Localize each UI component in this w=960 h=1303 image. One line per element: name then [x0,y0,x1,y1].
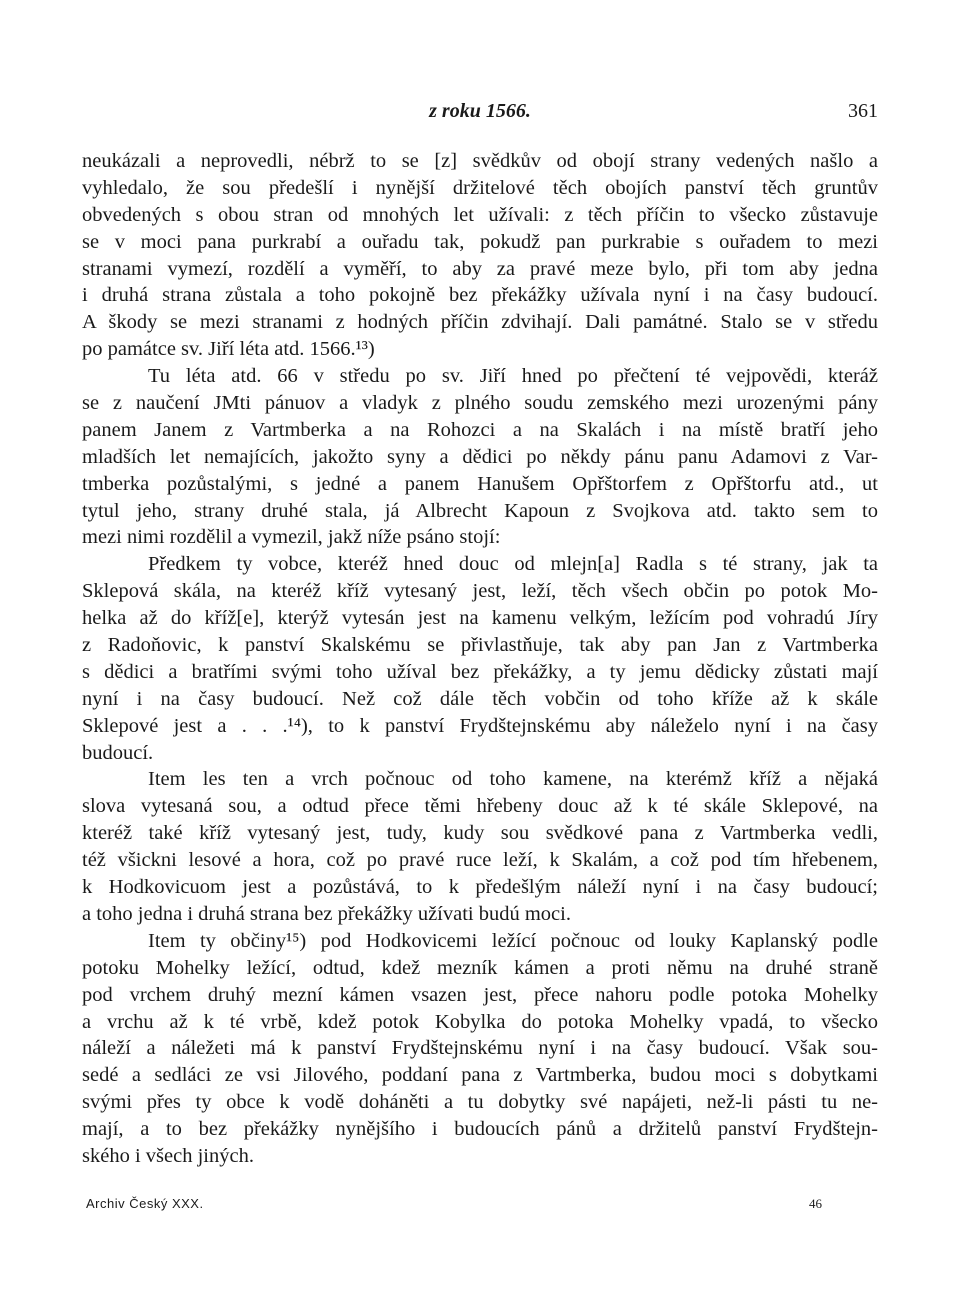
text-line: A škody se mezi stranami z hodných příčin zdvihají. Dali památné. Stalo se v středu [82,311,878,334]
text-line: sedé a sedláci ze vsi Jilového, poddaní pana z Vartmberka, budou moci s dobytkami [82,1064,878,1087]
text-line: tytul jeho, strany druhé stala, já Albrecht Kapoun z Svojkova atd. takto sem to [82,499,878,522]
signature-mark: Archiv Český XXX. [86,1196,204,1211]
text-line: slova vytesaná sou, a odtud přece těmi hřebeny douc až k té skále Sklepové, na [82,795,878,818]
text-line: potoku Mohelky ležící, odtud, kdež mezník kámen a proti němu na druhé straně [82,956,878,979]
text-line: mezi nimi rozdělil a vymezil, jakž níže psáno stojí: [82,526,501,549]
text-line: nyní i na časy budoucí. Než což dále těch vobčin od toho kříže až k skále [82,687,878,710]
text-line: Sklepové jest a . . .¹⁴), to k panství Frydštejnskému aby náleželo nyní i na časy [82,714,878,737]
text-line: Tu léta atd. 66 v středu po sv. Jiří hned po přečtení té vejpovědi, kteráž [148,365,878,388]
text-line: helka až do kříž[e], kterýž vytesán jest na kamenu velkým, ležícím pod vohradú Jíry [82,607,878,630]
text-line: kteréž také kříž vytesaný jest, tudy, kudy sou svědkové pana z Vartmberka vedli, [82,822,878,845]
text-line: z Radoňovic, k panství Skalskému se přivlastňuje, tak aby pan Jan z Vartmberka [82,634,878,657]
text-line: i druhá strana zůstala a toho pokojně bez překážky užívala nyní i na časy budoucí. [82,284,878,307]
running-head [82,100,878,128]
text-line: se v moci pana purkrabí a ouřadu tak, pokudž pan purkrabie s ouřadem to mezi [82,230,878,253]
text-line: obvedených s obou stran od mnohých let užívali: z těch příčin to všecko zůstavuje [82,203,878,226]
text-line: mladších let nemajících, jakožto syny a dědici po někdy pánu panu Adamovi z Var- [82,445,878,468]
text-line: tmberka pozůstalými, s jedné a panem Hanušem Opřštorfem z Opřštorfu atd., ut [82,472,878,495]
text-line: pod vrchem druhý mezní kámen vsazen jest, přece nahoru podle potoka Mohelky [82,983,878,1006]
text-line: po památce sv. Jiří léta atd. 1566.¹³) [82,338,375,361]
text-line: Předkem ty vobce, kteréž hned douc od mlejn[a] Radla s té strany, jak ta [148,553,878,576]
text-line: k Hodkovicuom jest a pozůstává, to k předešlým náleží nyní i na časy budoucí; [82,876,878,899]
text-line: svými přes ty obce k vodě doháněti a tu dobytky své napájeti, než-li pásti tu ne- [82,1091,878,1114]
text-line: též všickni lesové a hora, což po pravé ruce leží, k Skalám, a což pod tím hřebenem, [82,849,878,872]
text-line: panem Janem z Vartmberka a na Rohozci a na Skalách i na místě bratří jeho [82,418,878,441]
body-text [82,148,878,1170]
text-line: mají, a to bez překážky nynějšího i budoucích pánů a držitelů panství Frydštejn- [82,1118,878,1141]
running-title: z roku 1566. [429,100,531,122]
text-line: Sklepová skála, na kteréž kříž vytesaný jest, leží, těch všech občin po potok Mo- [82,580,878,603]
text-line: Item ty občiny¹⁵) pod Hodkovicemi ležící počnouc od louky Kaplanský podle [148,929,878,952]
text-line: neukázali a neprovedli, nébrž to se [z] svědkův od obojí strany vedených našlo a [82,150,878,172]
text-line: s dědici a bratřími svými toho užíval bez překážky, a ty jemu dědicky zůstati mají [82,660,878,683]
text-line: budoucí. [82,741,154,764]
text-line: se z naučení JMti pánuov a vladyk z plného soudu zemského mezi urozenými pány [82,392,878,415]
text-line: a toho jedna i druhá strana bez překážky užívati budú moci. [82,902,571,925]
text-line: vyhledalo, že sou předešlí i nynější držitelové těch obojích panství těch gruntův [82,176,878,199]
text-line: ského i všech jiných. [82,1144,254,1167]
text-line: Item les ten a vrch počnouc od toho kamene, na kterémž kříž a nějaká [148,768,878,791]
sheet-number: 46 [809,1196,822,1211]
text-line: a vrchu až k té vrbě, kdež potok Kobylka do potoka Mohelky vpadá, to všecko [82,1010,878,1033]
text-line: náleží a náležeti má k panství Frydštejnskému nyní i na časy budoucí. Však sou- [82,1037,878,1060]
page-number: 361 [848,100,878,122]
page-footer [82,1196,822,1220]
text-line: stranami vymezí, rozdělí a vyměří, to aby za pravé meze bylo, při tom aby jedna [82,257,878,280]
